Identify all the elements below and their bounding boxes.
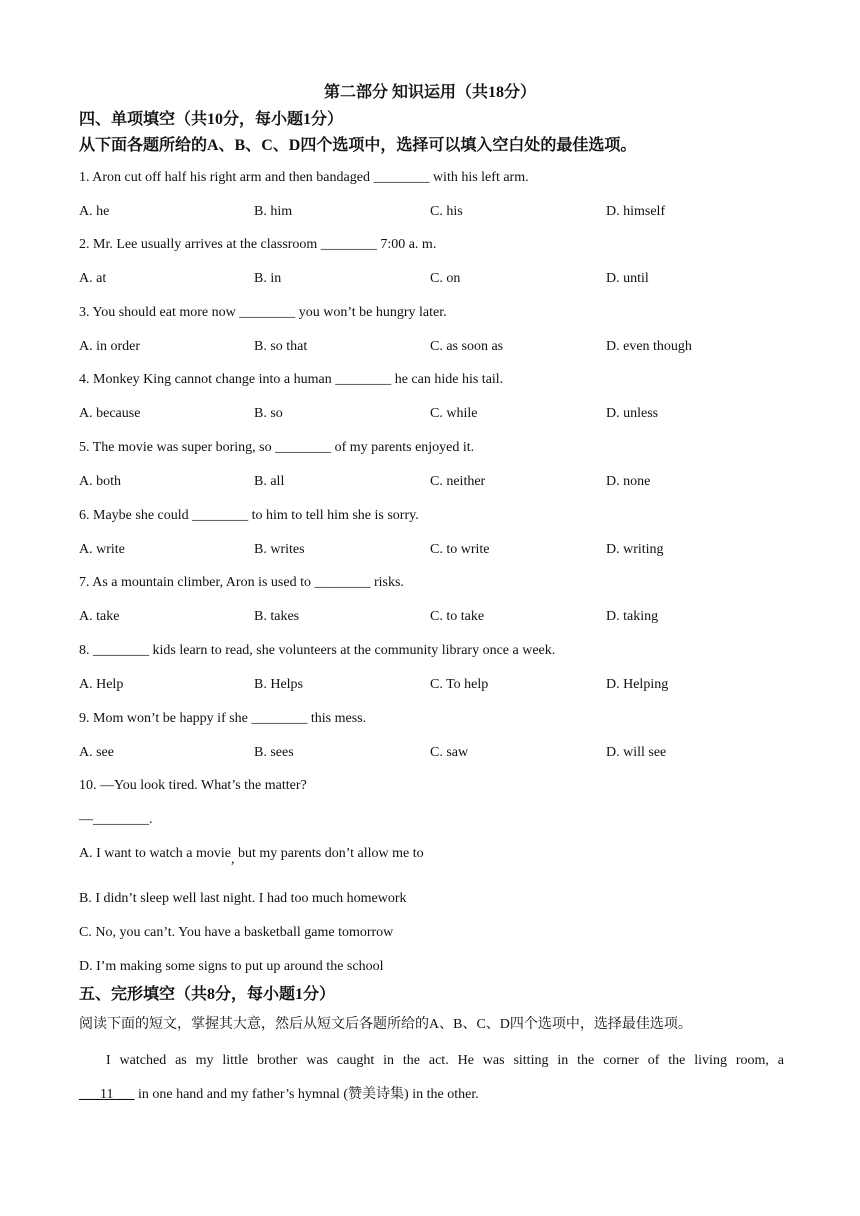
question-4-option-d: D. unless <box>606 406 659 421</box>
question-3-option-c: C. as soon as <box>430 339 504 354</box>
question-10-option-a-part1: A. I want to watch a movie <box>79 846 232 861</box>
question-2-option-d: D. until <box>606 271 649 286</box>
section-4-title: 四、单项填空（共10分，每小题1分） <box>79 111 344 128</box>
question-2-stem: 2. Mr. Lee usually arrives at the classroom ________ 7:00 a. m. <box>79 237 437 252</box>
passage-line-2-text: in one hand and my father’s hymnal (赞美诗集) in the other. <box>134 1087 479 1102</box>
question-10-option-a <box>79 845 424 867</box>
question-5-option-d: D. none <box>606 474 651 489</box>
question-6-option-d: D. writing <box>606 542 664 557</box>
question-2-option-a: A. at <box>79 271 107 286</box>
question-8-option-a: A. Help <box>79 677 124 692</box>
question-10-stem: 10. —You look tired. What’s the matter? <box>79 778 307 793</box>
question-7-stem: 7. As a mountain climber, Aron is used to ________ risks. <box>79 575 404 590</box>
question-3-option-d: D. even though <box>606 339 692 354</box>
question-9-option-c: C. saw <box>430 745 469 760</box>
question-4-option-b: B. so <box>254 406 283 421</box>
question-10-response: —________. <box>79 812 153 827</box>
question-1-option-a: A. he <box>79 204 110 219</box>
question-4-option-c: C. while <box>430 406 478 421</box>
question-6-option-c: C. to write <box>430 542 490 557</box>
question-7-option-b: B. takes <box>254 609 300 624</box>
passage-line-2 <box>79 1086 479 1104</box>
passage-line-1: I watched as my little brother was caught in the act. He was sitting in the corner of the living room, a <box>106 1053 784 1068</box>
question-6-option-b: B. writes <box>254 542 305 557</box>
question-4-stem: 4. Monkey King cannot change into a human ________ he can hide his tail. <box>79 372 504 387</box>
question-10-option-c: C. No, you can’t. You have a basketball game tomorrow <box>79 925 394 940</box>
question-8-stem: 8. ________ kids learn to read, she volunteers at the community library once a week. <box>79 643 556 658</box>
part-title: 第二部分 知识运用（共18分） <box>323 84 536 101</box>
question-7-option-a: A. take <box>79 609 120 624</box>
question-1-option-d: D. himself <box>606 204 666 219</box>
question-10-option-d: D. I’m making some signs to put up around the school <box>79 959 384 974</box>
question-2-option-c: C. on <box>430 271 461 286</box>
question-5-option-b: B. all <box>254 474 285 489</box>
question-8-option-c: C. To help <box>430 677 489 692</box>
question-5-option-a: A. both <box>79 474 121 489</box>
question-6-stem: 6. Maybe she could ________ to him to tell him she is sorry. <box>79 508 419 523</box>
question-1-option-c: C. his <box>430 204 463 219</box>
question-5-option-c: C. neither <box>430 474 486 489</box>
question-3-option-b: B. so that <box>254 339 308 354</box>
question-10-option-a-part2: but my parents don’t allow me to <box>238 846 424 861</box>
question-9-stem: 9. Mom won’t be happy if she ________ this mess. <box>79 711 367 726</box>
question-10-option-a-comma: , <box>231 852 235 867</box>
question-5-stem: 5. The movie was super boring, so ________ of my parents enjoyed it. <box>79 440 475 455</box>
question-8-option-b: B. Helps <box>254 677 303 692</box>
question-7-option-d: D. taking <box>606 609 659 624</box>
question-8-option-d: D. Helping <box>606 677 669 692</box>
question-10-option-b: B. I didn’t sleep well last night. I had too much homework <box>79 891 407 906</box>
section-4-instruction: 从下面各题所给的A、B、C、D四个选项中，选择可以填入空白处的最佳选项。 <box>79 137 637 154</box>
question-9-option-d: D. will see <box>606 745 667 760</box>
question-9-option-a: A. see <box>79 745 114 760</box>
question-1-option-b: B. him <box>254 204 293 219</box>
section-5-title: 五、完形填空（共8分，每小题1分） <box>79 986 336 1003</box>
question-6-option-a: A. write <box>79 542 125 557</box>
question-2-option-b: B. in <box>254 271 282 286</box>
question-9-option-b: B. sees <box>254 745 294 760</box>
blank-11: ___11___ <box>79 1087 135 1102</box>
section-5-instruction: 阅读下面的短文，掌握其大意，然后从短文后各题所给的A、B、C、D四个选项中，选择最佳选项。 <box>79 1017 692 1032</box>
question-3-stem: 3. You should eat more now ________ you won’t be hungry later. <box>79 305 447 320</box>
question-4-option-a: A. because <box>79 406 141 421</box>
question-3-option-a: A. in order <box>79 339 141 354</box>
question-1-stem: 1. Aron cut off half his right arm and then bandaged ________ with his left arm. <box>79 170 529 185</box>
question-7-option-c: C. to take <box>430 609 485 624</box>
